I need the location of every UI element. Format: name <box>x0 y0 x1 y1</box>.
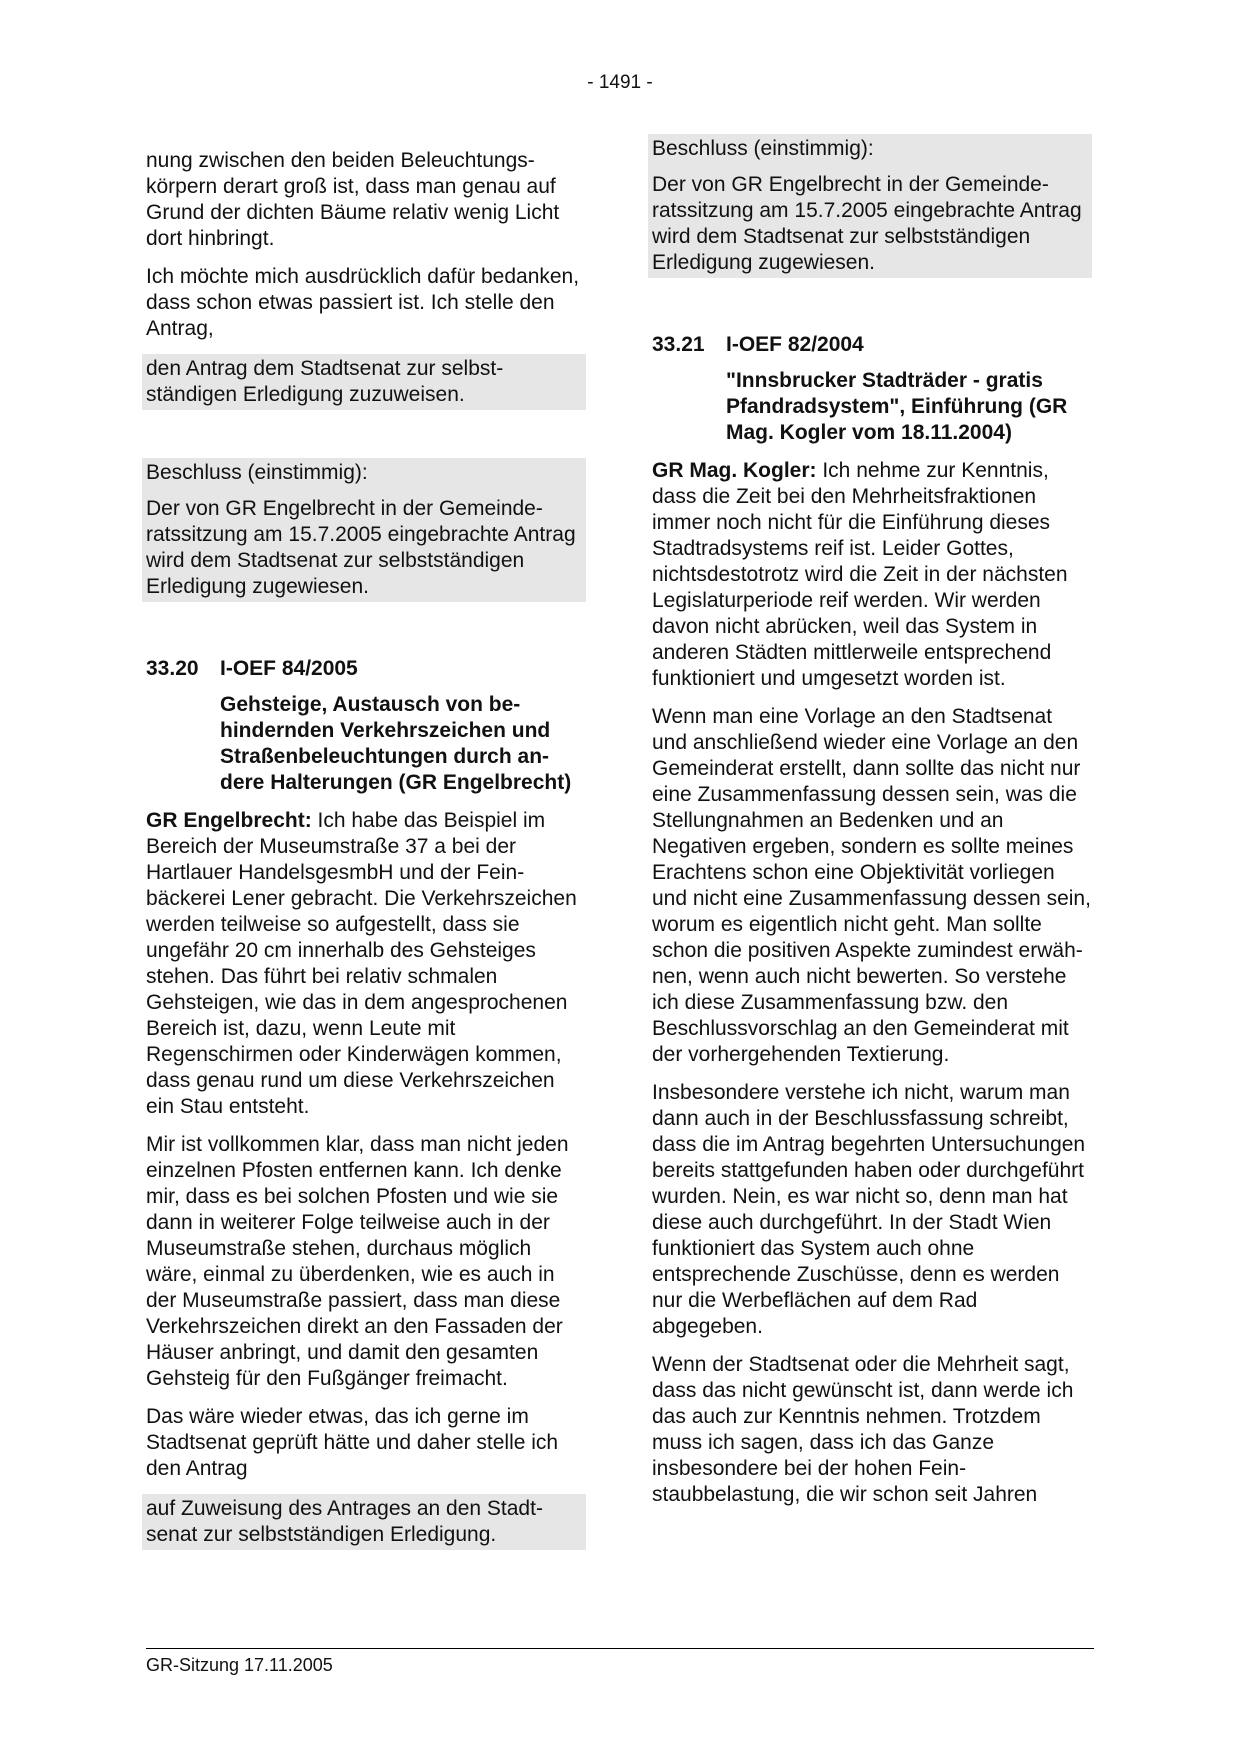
footer-rule <box>146 1648 1094 1649</box>
agenda-number: 33.20 <box>146 657 199 680</box>
speech-text: Ich habe das Beispiel im Bereich der Museumstraße 37 a bei der Hartlauer HandelsgesmbH und der Feinbäckerei Lener gebracht. Die Verkehrszeichen werden teilweise so aufgestellt, dass sie ungefähr 20 cm innerhalb des Gehsteiges stehen. Das führt bei relativ schmalen Gehsteigen, wie das in dem angesprochenen Bereich ist, dazu, wenn Leute mit Regenschirmen oder Kinderwägen kommen, dass genau rund um diese Verkehrszeichen ein Stau entsteht. <box>146 809 577 1118</box>
speech-paragraph <box>652 458 1092 692</box>
resolution-box <box>142 458 586 602</box>
agenda-title: "Innsbrucker Stadträder - gratis Pfandradsystem", Einführung (GR Mag. Kogler vom 18.11.2004) <box>726 369 1068 444</box>
resolution-label: Beschluss (einstimmig): <box>146 461 368 484</box>
speaker-name: GR Mag. Kogler: <box>652 459 817 482</box>
speech-paragraph: Mir ist vollkommen klar, dass man nicht jeden einzelnen Pfosten entfernen kann. Ich denke mir, dass es bei solchen Pfosten und wie sie dann in weiterer Folge teilweise auch in der Museumstraße stehen, durchaus möglich wäre, einmal zu überdenken, wie es auch in der Museumstraße passiert, dass man diese Verkehrszeichen direkt an den Fassaden der Häuser anbringt, und damit den gesamten Gehsteig für den Fußgänger freimacht. <box>146 1133 569 1390</box>
agenda-heading <box>652 332 1092 358</box>
speech-text: Ich nehme zur Kenntnis, dass die Zeit bei den Mehrheitsfraktionen immer noch nicht für die Einführung dieses Stadtradsystems reif ist. Leider Gottes, nichtsdestotrotz wird die Zeit in der nächsten Legislaturperiode reif werden. Wir werden davon nicht abrücken, weil das System in anderen Städten mittlerweile entsprechend funktioniert und umgesetzt worden ist. <box>652 459 1068 690</box>
left-column <box>146 148 586 1550</box>
page-number: - 1491 - <box>587 72 653 93</box>
agenda-title: Gehsteige, Austausch von behindernden Verkehrszeichen und Straßenbeleuchtungen durch andere Halterungen (GR Engelbrecht) <box>220 693 572 794</box>
speech-paragraph: Wenn man eine Vorlage an den Stadtsenat und anschließend wieder eine Vorlage an den Gemeinderat erstellt, dann sollte das nicht nur eine Zusammenfassung dessen sein, was die Stellungnahmen an Bedenken und an Negativen ergeben, sondern es sollte meines Erachtens schon eine Objektivität vorliegen und nicht eine Zusammenfassung dessen sein, worum es eigentlich nicht geht. Man sollte schon die positiven Aspekte zumindest erwähnen, wenn auch nicht bewerten. So verstehe ich diese Zusammenfassung bzw. den Beschlussvorschlag an den Gemeinderat mit der vorhergehenden Textierung. <box>652 705 1091 1066</box>
footer-text: GR-Sitzung 17.11.2005 <box>146 1655 333 1675</box>
right-column <box>652 137 1092 1520</box>
speech-paragraph: Insbesondere verstehe ich nicht, warum man dann auch in der Beschlussfassung schreibt, dass die im Antrag begehrten Untersuchungen bereits stattgefunden haben oder durchgeführt wurden. Nein, es war nicht so, denn man hat diese auch durchgeführt. In der Stadt Wien funktioniert das System auch ohne entsprechende Zuschüsse, denn es werden nur die Werbeflächen auf dem Rad abgegeben. <box>652 1081 1086 1338</box>
speaker-name: GR Engelbrecht: <box>146 809 312 832</box>
motion-text: den Antrag dem Stadtsenat zur selbstständigen Erledigung zuzuweisen. <box>146 357 504 406</box>
motion-box <box>142 354 586 410</box>
agenda-heading <box>146 656 586 682</box>
resolution-box <box>648 134 1092 278</box>
resolution-label: Beschluss (einstimmig): <box>652 137 874 160</box>
speech-paragraph: Das wäre wieder etwas, das ich gerne im Stadtsenat geprüft hätte und daher stelle ich den Antrag <box>146 1405 559 1480</box>
paragraph: Ich möchte mich ausdrücklich dafür bedanken, dass schon etwas passiert ist. Ich stelle den Antrag, <box>146 265 580 340</box>
motion-box <box>142 1494 586 1550</box>
speech-paragraph <box>146 808 586 1120</box>
motion-text: auf Zuweisung des Antrages an den Stadtsenat zur selbstständigen Erledigung. <box>146 1497 543 1546</box>
agenda-id: I-OEF 82/2004 <box>726 333 864 356</box>
speech-paragraph: Wenn der Stadtsenat oder die Mehrheit sagt, dass das nicht gewünscht ist, dann werde ich das auch zur Kenntnis nehmen. Trotzdem muss ich sagen, dass ich das Ganze insbesondere bei der hohen Feinstaubbelastung, die wir schon seit Jahren <box>652 1353 1074 1506</box>
resolution-text: Der von GR Engelbrecht in der Gemeinderatssitzung am 15.7.2005 eingebrachte Antrag wird dem Stadtsenat zur selbstständigen Erledigung zugewiesen. <box>652 173 1082 274</box>
paragraph: nung zwischen den beiden Beleuchtungskörpern derart groß ist, dass man genau auf Grund der dichten Bäume relativ wenig Licht dort hinbringt. <box>146 149 560 250</box>
agenda-id: I-OEF 84/2005 <box>220 657 358 680</box>
resolution-text: Der von GR Engelbrecht in der Gemeinderatssitzung am 15.7.2005 eingebrachte Antrag wird dem Stadtsenat zur selbstständigen Erledigung zugewiesen. <box>146 497 576 598</box>
agenda-number: 33.21 <box>652 333 705 356</box>
